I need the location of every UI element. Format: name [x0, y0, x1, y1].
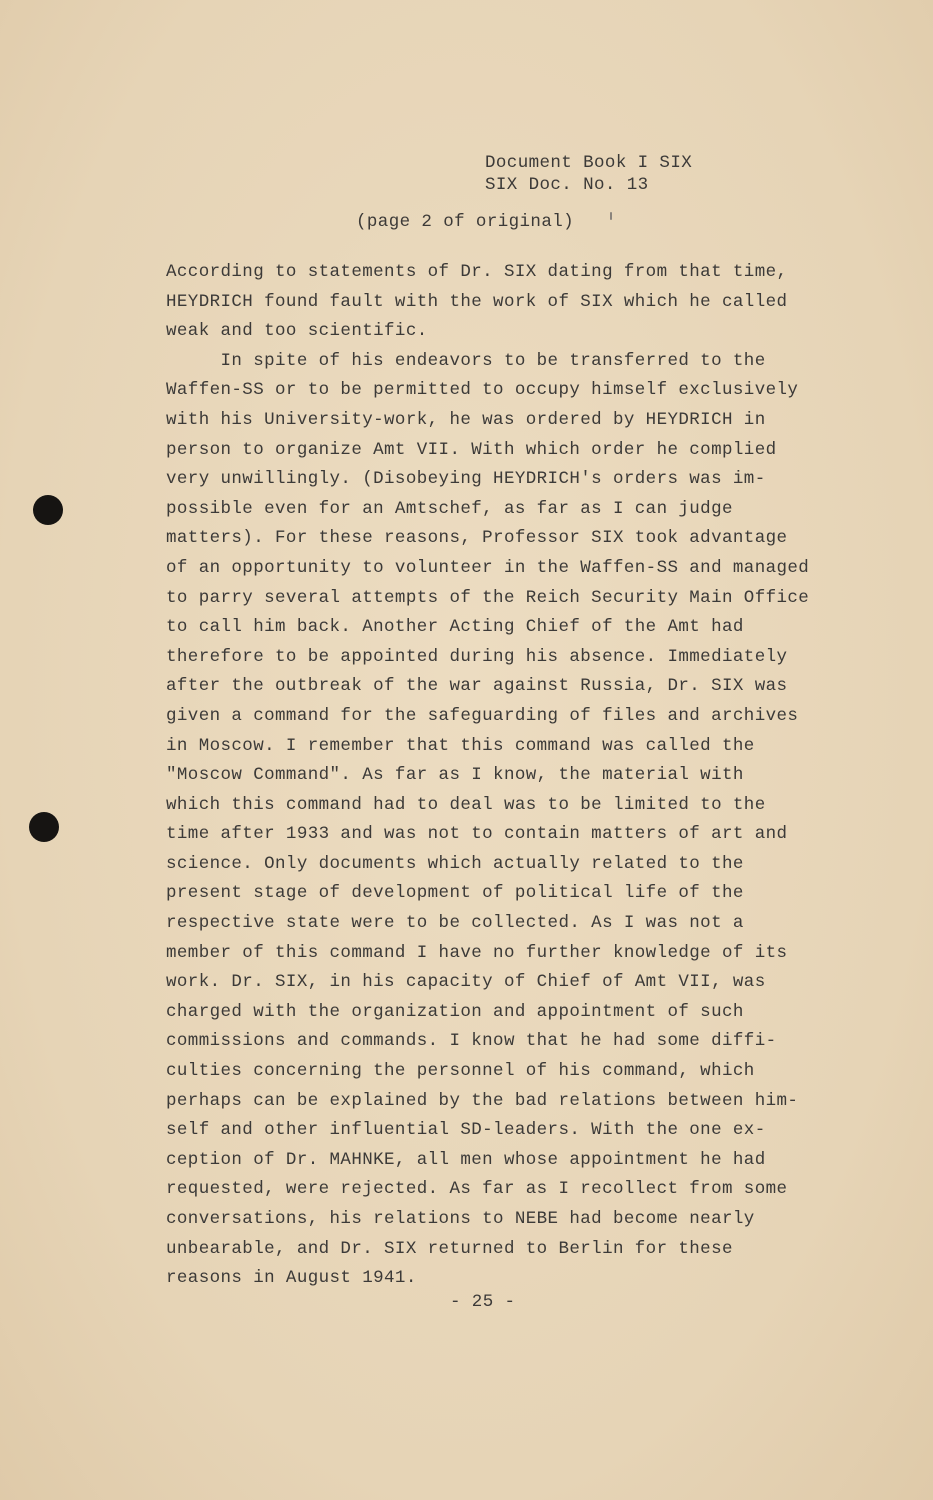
body-line: person to organize Amt VII. With which order he complied — [166, 439, 777, 460]
document-book-label: Document Book I SIX — [485, 153, 693, 173]
ink-speck — [610, 212, 612, 220]
body-line: present stage of development of political life of the — [166, 883, 744, 904]
body-line: work. Dr. SIX, in his capacity of Chief of Amt VII, was — [166, 972, 766, 993]
body-line: charged with the organization and appointment of such — [166, 1001, 744, 1022]
body-line: member of this command I have no further knowledge of its — [166, 942, 788, 963]
document-header — [485, 152, 692, 196]
punch-hole — [29, 812, 59, 842]
body-line: with his University-work, he was ordered by HEYDRICH in — [166, 409, 766, 430]
body-line: "Moscow Command". As far as I know, the material with — [166, 765, 744, 786]
page-of-original-note: (page 2 of original) — [356, 212, 575, 232]
body-line: requested, were rejected. As far as I recollect from some — [166, 1179, 788, 1200]
body-line: possible even for an Amtschef, as far as I can judge — [166, 498, 733, 519]
body-line: unbearable, and Dr. SIX returned to Berlin for these — [166, 1238, 733, 1259]
body-line: after the outbreak of the war against Russia, Dr. SIX was — [166, 676, 788, 697]
body-line: of an opportunity to volunteer in the Waffen-SS and managed — [166, 557, 810, 578]
document-body — [166, 258, 866, 1294]
body-line: perhaps can be explained by the bad relations between him- — [166, 1090, 799, 1111]
body-line: HEYDRICH found fault with the work of SIX which he called — [166, 291, 788, 312]
body-line: matters). For these reasons, Professor SIX took advantage — [166, 528, 788, 549]
body-line: self and other influential SD-leaders. With the one ex- — [166, 1120, 766, 1141]
body-line: to call him back. Another Acting Chief of the Amt had — [166, 617, 744, 638]
body-line: science. Only documents which actually related to the — [166, 853, 744, 874]
body-line: to parry several attempts of the Reich Security Main Office — [166, 587, 810, 608]
body-line: According to statements of Dr. SIX dating from that time, — [166, 262, 788, 282]
body-line: in Moscow. I remember that this command was called the — [166, 735, 755, 756]
body-line: ception of Dr. MAHNKE, all men whose appointment he had — [166, 1149, 766, 1170]
body-line: Waffen-SS or to be permitted to occupy himself exclusively — [166, 380, 799, 401]
body-line: which this command had to deal was to be limited to the — [166, 794, 766, 815]
body-line: conversations, his relations to NEBE had become nearly — [166, 1209, 755, 1229]
body-line: given a command for the safeguarding of files and archives — [166, 705, 799, 726]
body-line: commissions and commands. I know that he had some diffi- — [166, 1031, 777, 1052]
body-line: culties concerning the personnel of his command, which — [166, 1061, 755, 1082]
body-line: weak and too scientific. — [166, 321, 428, 342]
document-number-label: SIX Doc. No. 13 — [485, 175, 649, 195]
page-number: - 25 - — [450, 1292, 516, 1312]
body-line: time after 1933 and was not to contain matters of art and — [166, 824, 788, 845]
punch-hole — [33, 495, 63, 525]
body-line: In spite of his endeavors to be transferred to the — [166, 350, 766, 371]
body-line: therefore to be appointed during his absence. Immediately — [166, 646, 788, 667]
body-line: reasons in August 1941. — [166, 1268, 417, 1289]
body-line: respective state were to be collected. As I was not a — [166, 913, 744, 934]
body-line: very unwillingly. (Disobeying HEYDRICH's orders was im- — [166, 469, 766, 490]
